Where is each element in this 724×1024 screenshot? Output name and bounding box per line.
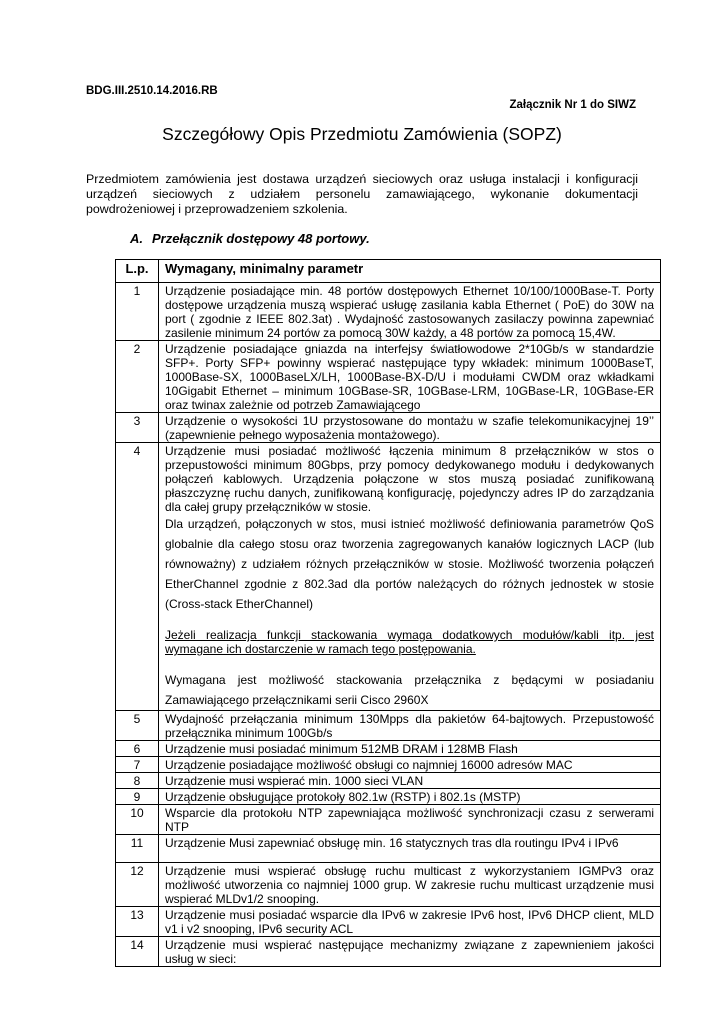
row-text-multi xyxy=(159,443,661,711)
table-row xyxy=(116,789,661,805)
section-letter: A. xyxy=(130,231,143,246)
row-number: 2 xyxy=(116,341,159,413)
row-paragraph: Urządzenie musi posiadać możliwość łączenia minimum 8 przełączników w stos o przepustowości minimum 80Gbps, przy pomocy dedykowanego modułu i dedykowanych połączeń kablowych. Urządzenia połączone w stos muszą posiadać zunifikowaną płaszczyznę ruchu danych, zunifikowaną konfigurację, pojedynczy adres IP do zarządzania dla całej grupy przełączników w stosie. xyxy=(165,444,654,514)
row-number: 12 xyxy=(116,863,159,907)
intro-paragraph: Przedmiotem zamówienia jest dostawa urządzeń sieciowych oraz usługa instalacji i konfiguracji urządzeń sieciowych z udziałem personelu zamawiającego, wykonanie dokumentacji powdrożeniowej i przeprowadzeniem szkolenia. xyxy=(86,172,638,216)
table-row xyxy=(116,283,661,341)
row-number: 9 xyxy=(116,789,159,805)
table-row xyxy=(116,341,661,413)
table-row xyxy=(116,863,661,907)
row-text: Urządzenie o wysokości 1U przystosowane do montażu w szafie telekomunikacyjnej 19’’ (zapewnienie pełnego wyposażenia montażowego). xyxy=(159,413,661,443)
row-text: Urządzenie musi wspierać obsługę ruchu multicast z wykorzystaniem IGMPv3 oraz możliwość utworzenia co najmniej 1000 grup. W zakresie ruchu multicast urządzenie musi wspierać MLDv1/2 snooping. xyxy=(159,863,661,907)
row-text: Wydajność przełączania minimum 130Mpps dla pakietów 64-bajtowych. Przepustowość przełącznika minimum 100Gb/s xyxy=(159,711,661,741)
table-row xyxy=(116,937,661,967)
row-number: 5 xyxy=(116,711,159,741)
row-number: 7 xyxy=(116,757,159,773)
annex-label: Załącznik Nr 1 do SIWZ xyxy=(509,99,636,111)
row-text: Wsparcie dla protokołu NTP zapewniająca możliwość synchronizacji czasu z serwerami NTP xyxy=(159,805,661,835)
row-number: 1 xyxy=(116,283,159,341)
row-text: Urządzenie musi posiadać minimum 512MB DRAM i 128MB Flash xyxy=(159,741,661,757)
table-row xyxy=(116,805,661,835)
row-number: 8 xyxy=(116,773,159,789)
header-parameter: Wymagany, minimalny parametr xyxy=(159,260,661,283)
table-row xyxy=(116,741,661,757)
row-number: 13 xyxy=(116,907,159,937)
row-number: 10 xyxy=(116,805,159,835)
table-row xyxy=(116,443,661,711)
table-row xyxy=(116,711,661,741)
row-text: Urządzenie musi posiadać wsparcie dla IPv6 w zakresie IPv6 host, IPv6 DHCP client, MLD v1 i v2 snooping, IPv6 security ACL xyxy=(159,907,661,937)
table-header-row xyxy=(116,260,661,283)
row-paragraph: Wymagana jest możliwość stackowania przełącznika z będącymi w posiadaniu Zamawiającego przełącznikami serii Cisco 2960X xyxy=(165,673,654,707)
requirements-table xyxy=(115,259,661,967)
table-row xyxy=(116,413,661,443)
row-paragraph-underlined: Jeżeli realizacja funkcji stackowania wymaga dodatkowych modułów/kabli itp. jest wymagane ich dostarczenie w ramach tego postępowania. xyxy=(165,628,654,656)
header-lp: L.p. xyxy=(116,260,159,283)
row-text: Urządzenie musi wspierać następujące mechanizmy związane z zapewnieniem jakości usług w sieci: xyxy=(159,937,661,967)
section-heading xyxy=(130,231,370,246)
row-paragraph: Urządzenie Musi zapewniać obsługę min. 16 statycznych tras dla routingu IPv4 i IPv6 xyxy=(165,836,619,850)
document-title: Szczegółowy Opis Przedmiotu Zamówienia (SOPZ) xyxy=(162,124,562,144)
row-text: Urządzenie posiadające min. 48 portów dostępowych Ethernet 10/100/1000Base-T. Porty dostępowe urządzenia muszą wspierać usługę zasilania kabla Ethernet ( PoE) do 30W na port ( zgodnie z IEEE 802.3at) . Wydajność zastosowanych zasilaczy powinna zapewniać zasilenie minimum 24 portów za pomocą 30W każdy, a 48 portów za pomocą 15,4W. xyxy=(159,283,661,341)
table-row xyxy=(116,757,661,773)
row-number: 4 xyxy=(116,443,159,711)
section-title: Przełącznik dostępowy 48 portowy. xyxy=(152,231,370,246)
row-text xyxy=(159,835,661,863)
document-number: BDG.III.2510.14.2016.RB xyxy=(86,85,218,97)
row-text: Urządzenie posiadające gniazda na interfejsy światłowodowe 2*10Gb/s w standardzie SFP+. Porty SFP+ powinny wspierać następujące typy wkładek: minimum 1000BaseT, 1000Base-SX, 1000BaseLX/LH, 1000Base-BX-D/U i modułami CWDM oraz wkładkami 10Gigabit Ethernet – minimum 10GBase-SR, 10GBase-LRM, 10GBase-LR, 10GBase-ER oraz twinax zależnie od potrzeb Zamawiającego xyxy=(159,341,661,413)
row-paragraph: Dla urządzeń, połączonych w stos, musi istnieć możliwość definiowania parametrów QoS globalnie dla całego stosu oraz tworzenia zagregowanych kanałów logicznych LACP (lub równoważny) z udziałem różnych przełączników w stosie. Możliwość tworzenia połączeń EtherChannel zgodnie z 802.3ad dla portów należących do różnych jednostek w stosie (Cross-stack EtherChannel) xyxy=(165,517,654,611)
row-number: 11 xyxy=(116,835,159,863)
row-number: 3 xyxy=(116,413,159,443)
row-text: Urządzenie obsługujące protokoły 802.1w (RSTP) i 802.1s (MSTP) xyxy=(159,789,661,805)
table-row xyxy=(116,907,661,937)
table-row xyxy=(116,835,661,863)
row-text: Urządzenie musi wspierać min. 1000 sieci VLAN xyxy=(159,773,661,789)
row-text: Urządzenie posiadające możliwość obsługi co najmniej 16000 adresów MAC xyxy=(159,757,661,773)
row-number: 14 xyxy=(116,937,159,967)
row-number: 6 xyxy=(116,741,159,757)
table-row xyxy=(116,773,661,789)
